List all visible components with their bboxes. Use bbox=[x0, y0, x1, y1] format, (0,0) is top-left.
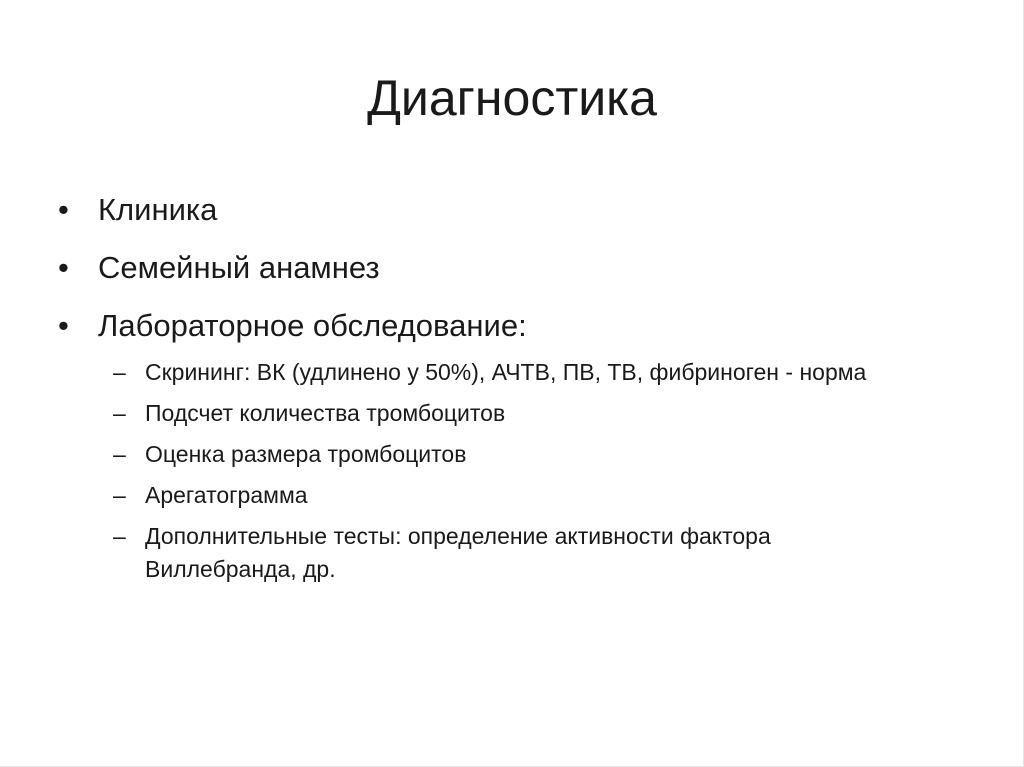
sub-bullet-text: Дополнительные тесты: определение активности фактора Виллебранда, др. bbox=[145, 523, 771, 582]
bullet-item bbox=[58, 188, 978, 232]
dash-marker: – bbox=[113, 482, 126, 508]
sub-bullet-item bbox=[113, 520, 905, 586]
bullet-text: Клиника bbox=[98, 192, 218, 227]
dash-marker: – bbox=[113, 441, 126, 467]
sub-bullet-list bbox=[58, 356, 978, 586]
sub-bullet-item bbox=[113, 397, 905, 430]
sub-bullet-text: Подсчет количества тромбоцитов bbox=[145, 400, 506, 426]
sub-bullet-item bbox=[113, 438, 905, 471]
sub-bullet-text: Скрининг: ВК (удлинено у 50%), АЧТВ, ПВ, ТВ, фибриноген - норма bbox=[145, 359, 867, 385]
sub-bullet-text: Арегатограмма bbox=[145, 482, 308, 508]
bullet-marker: • bbox=[58, 250, 69, 285]
slide-title: Диагностика bbox=[367, 70, 657, 126]
bullet-text: Семейный анамнез bbox=[98, 250, 380, 285]
bullet-item bbox=[58, 304, 978, 348]
dash-marker: – bbox=[113, 359, 126, 385]
bullet-item bbox=[58, 246, 978, 290]
sub-bullet-text: Оценка размера тромбоцитов bbox=[145, 441, 467, 467]
sub-bullet-item bbox=[113, 479, 905, 512]
dash-marker: – bbox=[113, 523, 126, 549]
sub-bullet-item bbox=[113, 356, 905, 389]
bullet-marker: • bbox=[58, 192, 69, 227]
bullet-marker: • bbox=[58, 308, 69, 343]
bullet-text: Лабораторное обследование: bbox=[98, 308, 527, 343]
dash-marker: – bbox=[113, 400, 126, 426]
bullet-list bbox=[58, 188, 978, 594]
